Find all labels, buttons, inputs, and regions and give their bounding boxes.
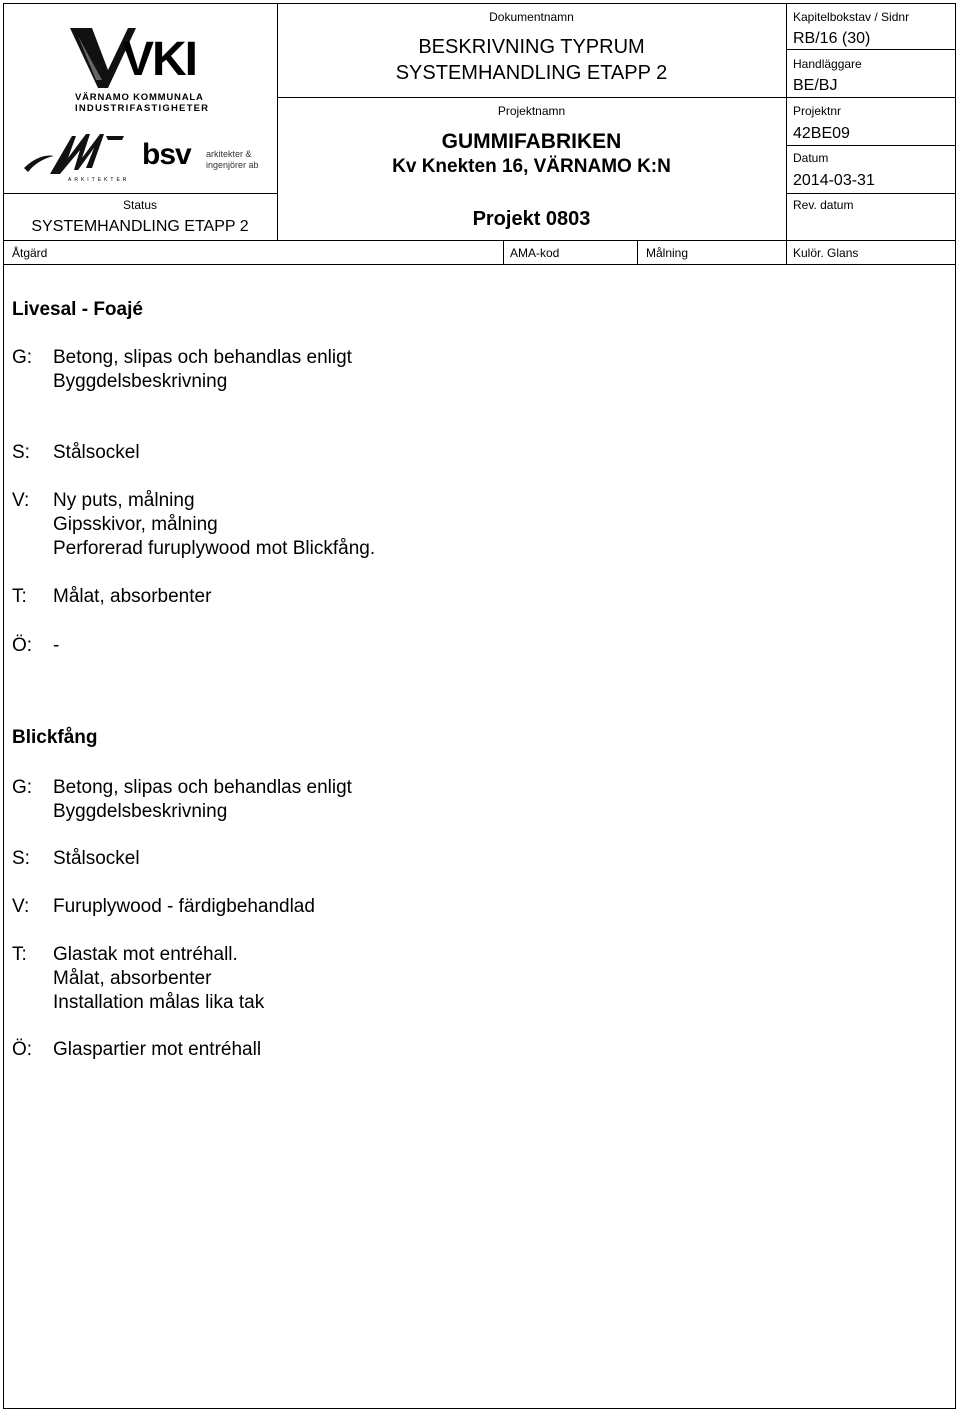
- spec-key: G:: [12, 347, 33, 368]
- vki-logo-text: VKI: [122, 33, 197, 86]
- spec-key: S:: [12, 442, 30, 463]
- kulor-label: Kulör. Glans: [793, 246, 859, 260]
- vki-logo-sub1: VÄRNAMO KOMMUNALA: [75, 92, 204, 103]
- datum-value: 2014-03-31: [793, 172, 875, 189]
- mm-logo-sub: ARKITEKTER: [68, 177, 130, 183]
- dokumentnamn-line2: SYSTEMHANDLING ETAPP 2: [395, 62, 668, 84]
- projekt-number: Projekt 0803: [472, 208, 591, 230]
- spec-key: T:: [12, 586, 27, 607]
- amakod-label: AMA-kod: [510, 246, 560, 260]
- bsv-logo-sub1: arkitekter &: [206, 149, 252, 159]
- handlaggare-label: Handläggare: [793, 57, 862, 71]
- spec-value: Ny puts, målning Gipsskivor, målning Perforerad furuplywood mot Blickfång.: [53, 490, 376, 559]
- projektnamn-label: Projektnamn: [497, 104, 566, 118]
- spec-value: Glaspartier mot entréhall: [53, 1039, 262, 1060]
- dokumentnamn-label: Dokumentnamn: [489, 10, 574, 24]
- malning-label: Målning: [646, 246, 689, 260]
- projektnr-label: Projektnr: [793, 104, 842, 118]
- status-value: SYSTEMHANDLING ETAPP 2: [31, 218, 249, 235]
- mm-logo-mark: [20, 128, 130, 180]
- spec-key: V:: [12, 490, 30, 511]
- vki-logo-sub2: INDUSTRIFASTIGHETER: [75, 103, 210, 114]
- kapitel-label: Kapitelbokstav / Sidnr: [793, 10, 910, 24]
- spec-key: Ö:: [12, 635, 33, 656]
- section-title: Blickfång: [12, 727, 98, 748]
- spec-key: S:: [12, 848, 30, 869]
- spec-value: Furuplywood - färdigbehandlad: [53, 896, 315, 917]
- bsv-logo-sub2: ingenjörer ab: [206, 160, 259, 170]
- projektnamn-line1: GUMMIFABRIKEN: [441, 130, 622, 153]
- spec-value: Betong, slipas och behandlas enligt Byggdelsbeskrivning: [53, 777, 352, 822]
- status-label: Status: [122, 198, 158, 212]
- spec-key: V:: [12, 896, 30, 917]
- handlaggare-value: BE/BJ: [793, 77, 838, 94]
- spec-key: T:: [12, 944, 27, 965]
- section-title: Livesal - Foajé: [12, 299, 143, 320]
- spec-key: G:: [12, 777, 33, 798]
- revdatum-label: Rev. datum: [793, 198, 854, 212]
- spec-key: Ö:: [12, 1039, 33, 1060]
- atgard-label: Åtgärd: [12, 246, 48, 260]
- projektnamn-line2: Kv Knekten 16, VÄRNAMO K:N: [392, 156, 671, 177]
- projektnr-value: 42BE09: [793, 125, 850, 142]
- spec-value: Målat, absorbenter: [53, 586, 212, 607]
- bsv-logo-text: bsv: [142, 138, 191, 171]
- spec-value: -: [53, 635, 60, 656]
- kapitel-value: RB/16 (30): [793, 30, 871, 47]
- spec-value: Betong, slipas och behandlas enligt Byggdelsbeskrivning: [53, 347, 352, 392]
- spec-value: Stålsockel: [53, 442, 140, 463]
- dokumentnamn-line1: BESKRIVNING TYPRUM: [418, 36, 645, 58]
- datum-label: Datum: [793, 151, 829, 165]
- spec-value: Glastak mot entréhall. Målat, absorbenter Installation målas lika tak: [53, 944, 265, 1013]
- spec-value: Stålsockel: [53, 848, 140, 869]
